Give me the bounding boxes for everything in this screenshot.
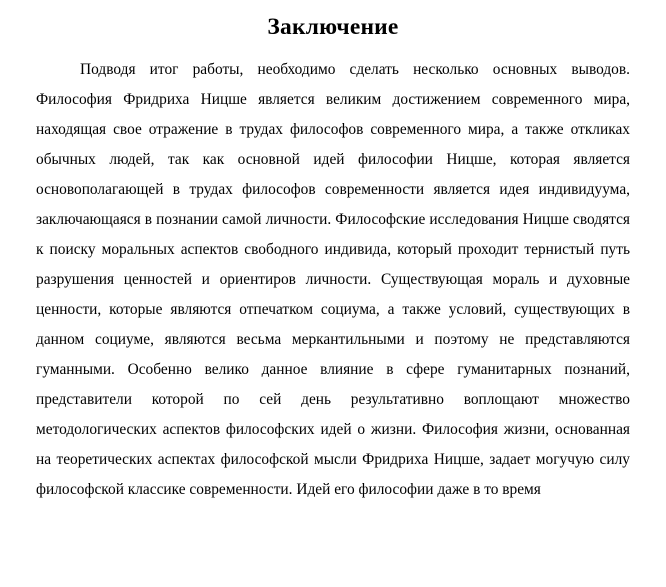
body-paragraph: Подводя итог работы, необходимо сделать несколько основных выводов. Философия Фридриха Ницше является великим достижением современного мира, находящая свое отражение в трудах философов современного мира, а также откликах обычных людей, так как основной идей философии Ницше, которая является основополагающей в трудах философов современности является идея индивидуума, заключающаяся в познании самой личности. Философские исследования Ницше сводятся к поиску моральных аспектов свободного индивида, который проходит тернистый путь разрушения ценностей и ориентиров личности. Существующая мораль и духовные ценности, которые являются отпечатком социума, а также условий, существующих в данном социуме, являются весьма меркантильными и поэтому не представляются гуманными. Особенно велико данное влияние в сфере гуманитарных познаний, представители которой по сей день результативно воплощают множество методологических аспектов философских идей о жизни. Философия жизни, основанная на теоретических аспектах философской мысли Фридриха Ницше, задает могучую силу философской классике современности. Идей его философии даже в то время: [36, 61, 630, 499]
page-title: Заключение: [267, 14, 399, 40]
document-body: [36, 55, 630, 505]
